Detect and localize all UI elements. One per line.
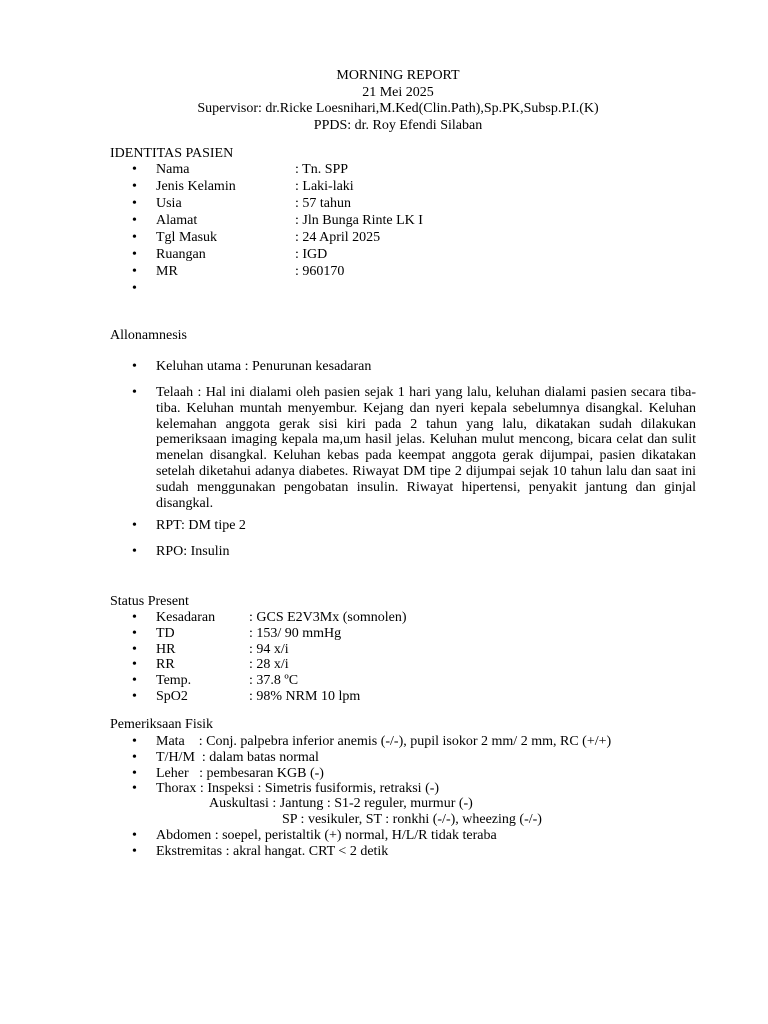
status-key: Temp. xyxy=(156,673,192,689)
bullet-marker: • xyxy=(132,734,137,749)
identitas-key: Jenis Kelamin xyxy=(156,179,236,194)
supervisor-line: Supervisor: dr.Ricke Loesnihari,M.Ked(Clin.Path),Sp.PK,Subsp.P.I.(K) xyxy=(197,101,599,116)
pemeriksaan-fisik-title: Pemeriksaan Fisik xyxy=(110,717,214,732)
fisik-sp-text: SP : vesikuler, ST : ronkhi (-/-), wheezing (-/-) xyxy=(282,812,542,827)
bullet-marker: • xyxy=(132,828,137,843)
allonamnesis-title: Allonamnesis xyxy=(110,328,187,343)
status-present-title: Status Present xyxy=(110,594,189,609)
status-value: : 37.8 ºC xyxy=(249,673,299,689)
bullet-marker: • xyxy=(132,359,137,374)
status-value: : 28 x/i xyxy=(249,657,289,673)
identitas-key: Tgl Masuk xyxy=(156,230,218,245)
ppds-line: PPDS: dr. Roy Efendi Silaban xyxy=(313,117,483,133)
status-value: : 153/ 90 mmHg xyxy=(249,625,342,641)
bullet-marker: • xyxy=(132,385,137,400)
telaah-text: Telaah : Hal ini dialami oleh pasien sejak 1 hari yang lalu, keluhan dialami pasien secara tiba-tiba. Keluhan muntah menyembur. Kejang dan nyeri kepala sebelumnya disangkal. Keluhan kelemahan anggota gerak sisi kiri pada 2 tahun yang lalu, dikatakan sudah dilakukan pemeriksaan imaging kepala ma,um hasil jelas. Keluhan mulut mencong, bicara celat dan sulit menelan disangkal. Keluhan kebas pada keempat anggota gerak dijumpai, pasien dikatakan setelah diketahui adanya diabetes. Riwayat DM tipe 2 dijumpai sejak 10 tahun lalu dan saat ini sudah menggunakan pengobatan insulin. Riwayat hipertensi, penyakit jantung dan ginjal disangkal. xyxy=(156,385,696,511)
identitas-key: MR xyxy=(156,264,178,279)
bullet-marker: • xyxy=(132,230,137,245)
status-key: HR xyxy=(156,641,176,657)
status-key: RR xyxy=(156,657,175,673)
bullet-marker: • xyxy=(132,544,137,559)
identitas-key: Alamat xyxy=(156,213,198,228)
report-header xyxy=(110,68,686,134)
report-date: 21 Mei 2025 xyxy=(362,84,434,100)
keluhan-utama-text: Keluhan utama : Penurunan kesadaran xyxy=(156,359,372,374)
bullet-marker: • xyxy=(132,196,137,211)
bullet-marker: • xyxy=(132,657,137,673)
bullet-marker: • xyxy=(132,179,137,194)
identitas-value: : Laki-laki xyxy=(295,179,354,194)
identitas-value: : Jln Bunga Rinte LK I xyxy=(295,213,423,228)
bullet-marker: • xyxy=(132,162,137,177)
identitas-value: : IGD xyxy=(295,247,328,262)
bullet-marker: • xyxy=(132,749,137,765)
bullet-marker: • xyxy=(132,281,137,296)
fisik-leher-text: Leher : pembesaran KGB (-) xyxy=(156,765,324,781)
bullet-marker: • xyxy=(132,213,137,228)
fisik-abdomen-text: Abdomen : soepel, peristaltik (+) normal, H/L/R tidak teraba xyxy=(156,828,497,843)
bullet-marker: • xyxy=(132,641,137,657)
status-value: : 94 x/i xyxy=(249,641,289,657)
identitas-title: IDENTITAS PASIEN xyxy=(110,146,234,161)
identitas-key: Usia xyxy=(156,196,182,211)
fisik-thm-text: T/H/M : dalam batas normal xyxy=(156,749,319,765)
bullet-marker: • xyxy=(132,781,137,797)
bullet-marker: • xyxy=(132,610,137,625)
identitas-value: : Tn. SPP xyxy=(295,162,349,177)
bullet-marker: • xyxy=(132,688,137,704)
rpo-text: RPO: Insulin xyxy=(156,544,230,559)
fisik-mata-text: Mata : Conj. palpebra inferior anemis (-/-), pupil isokor 2 mm/ 2 mm, RC (+/+) xyxy=(156,734,612,749)
bullet-marker: • xyxy=(132,673,137,689)
status-key: SpO2 xyxy=(156,688,188,704)
bullet-marker: • xyxy=(132,843,137,859)
status-key: TD xyxy=(156,625,175,641)
bullet-marker: • xyxy=(132,247,137,262)
fisik-thorax-text: Thorax : Inspeksi : Simetris fusiformis, retraksi (-) xyxy=(156,781,440,797)
identitas-key: Ruangan xyxy=(156,247,206,262)
status-key: Kesadaran xyxy=(156,610,216,625)
fisik-auskultasi-text: Auskultasi : Jantung : S1-2 reguler, murmur (-) xyxy=(209,796,473,811)
status-value: : GCS E2V3Mx (somnolen) xyxy=(249,610,407,625)
identitas-value: : 960170 xyxy=(295,264,345,279)
bullet-marker: • xyxy=(132,765,137,781)
bullet-marker: • xyxy=(132,264,137,279)
identitas-value: : 57 tahun xyxy=(295,196,351,211)
identitas-key: Nama xyxy=(156,162,190,177)
bullet-marker: • xyxy=(132,518,137,533)
status-value: : 98% NRM 10 lpm xyxy=(249,688,361,704)
identitas-value: : 24 April 2025 xyxy=(295,230,381,245)
rpt-text: RPT: DM tipe 2 xyxy=(156,518,246,533)
bullet-marker: • xyxy=(132,625,137,641)
report-title: MORNING REPORT xyxy=(336,68,460,83)
fisik-ekstremitas-text: Ekstremitas : akral hangat. CRT < 2 detik xyxy=(156,843,389,859)
